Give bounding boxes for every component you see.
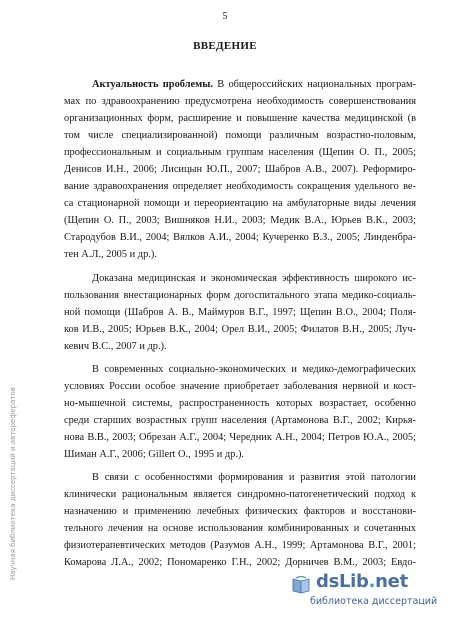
- text-line: ной помощи (Шабров А. В., Маймуров В.Г., 1997; Щепин В.О., 2004; Поля-: [64, 306, 416, 318]
- section-title: ВВЕДЕНИЕ: [193, 40, 257, 52]
- text-line: ков И.В., 2005; Юрьев В.К., 2004; Орел В.И., 2005; Филатов В.Н., 2005; Луч-: [64, 323, 416, 335]
- body-text: [64, 76, 416, 571]
- text-line: Шиман А.Г., 2006; Gillert O., 1995 и др.).: [64, 448, 245, 460]
- text-line: физиотерапевтических методов (Разумов А.Н., 1999; Артамонова В.Г., 2001;: [64, 540, 416, 552]
- page-number: 5: [222, 11, 228, 22]
- text-line: са стационарной помощи и переориентацию на амбулаторные виды лечения: [64, 198, 416, 210]
- paragraph-1-line-1: [64, 76, 416, 93]
- dslib-watermark-link[interactable]: [290, 572, 440, 612]
- text-line: мах по здравоохранению предусмотрена необходимость совершенствования: [64, 96, 416, 108]
- watermark-subtitle: библиотека диссертаций: [310, 596, 438, 607]
- text-line: Комарова Л.А., 2002; Пономаренко Г.Н., 2002; Дорничев В.М., 2003; Евдо-: [64, 557, 416, 569]
- book-logo-icon: [290, 574, 312, 596]
- text-line: (Щепин О. П., 2003; Вишняков Н.И., 2003; Медик В.А., Юрьев В.К., 2003;: [64, 215, 416, 227]
- text-line: нова В.В., 2003; Обрезан А.Г., 2004; Чередник А.Н., 2004; Петров Ю.А., 2005;: [64, 431, 416, 443]
- brand-main: dsLib: [316, 571, 369, 592]
- text-line: кевич В.С., 2007 и др.).: [64, 340, 167, 352]
- brand-tld: net: [375, 571, 408, 592]
- text-line: условиях России особое значение приобретает заболевания нервной и кост-: [64, 380, 416, 392]
- text-line: тельного лечения на основе использования комбинированных и сочетанных: [64, 523, 416, 535]
- text-line: В общероссийских национальных програм-: [212, 79, 416, 90]
- text-line: тен А.Л., 2005 и др.).: [64, 249, 157, 261]
- text-line: профессиональным и социальным группам населения (Щепин О. П., 2005;: [64, 147, 416, 159]
- text-line: пользования внестационарных форм догоспитального этапа медико-социаль-: [64, 289, 416, 301]
- text-line: Стародубов В.И., 2004; Вялков А.И., 2004; Кучеренко В.З., 2005; Линденбра-: [64, 232, 416, 244]
- margin-note: Научная библиотека диссертаций и авторефератов: [9, 387, 17, 580]
- text-line: Денисов И.Н., 2006; Лисицын Ю.П., 2007; Шабров А.В., 2007). Реформиро-: [64, 164, 416, 176]
- watermark-brand: [316, 571, 408, 592]
- paragraph-lead: Актуальность проблемы.: [92, 79, 213, 90]
- text-line: Доказана медицинская и экономическая эффективность широкого ис-: [92, 272, 416, 284]
- text-line: среди старших возрастных групп населения (Артамонова В.Г., 2002; Кирья-: [64, 414, 416, 426]
- text-line: клинически рациональным является синдромно-патогенетический подход к: [64, 489, 416, 501]
- text-line: В современных социально-экономических и медико-демографических: [92, 363, 416, 375]
- text-line: организационных форм, расширение и повышение качества медицинской (в: [64, 113, 416, 125]
- text-line: вание здравоохранения определяет необходимость сокращения удельного ве-: [64, 181, 416, 193]
- text-line: том числе специализированной) помощи различным возрастно-половым,: [64, 130, 416, 142]
- text-line: но-мышечной системы, распространенность которых возрастает, особенно: [64, 397, 416, 409]
- text-line: В связи с особенностями формирования и развития этой патологии: [92, 472, 416, 484]
- text-line: назначению и применению лечебных физических факторов и восстанови-: [64, 506, 416, 518]
- brand-dot: .: [368, 571, 376, 592]
